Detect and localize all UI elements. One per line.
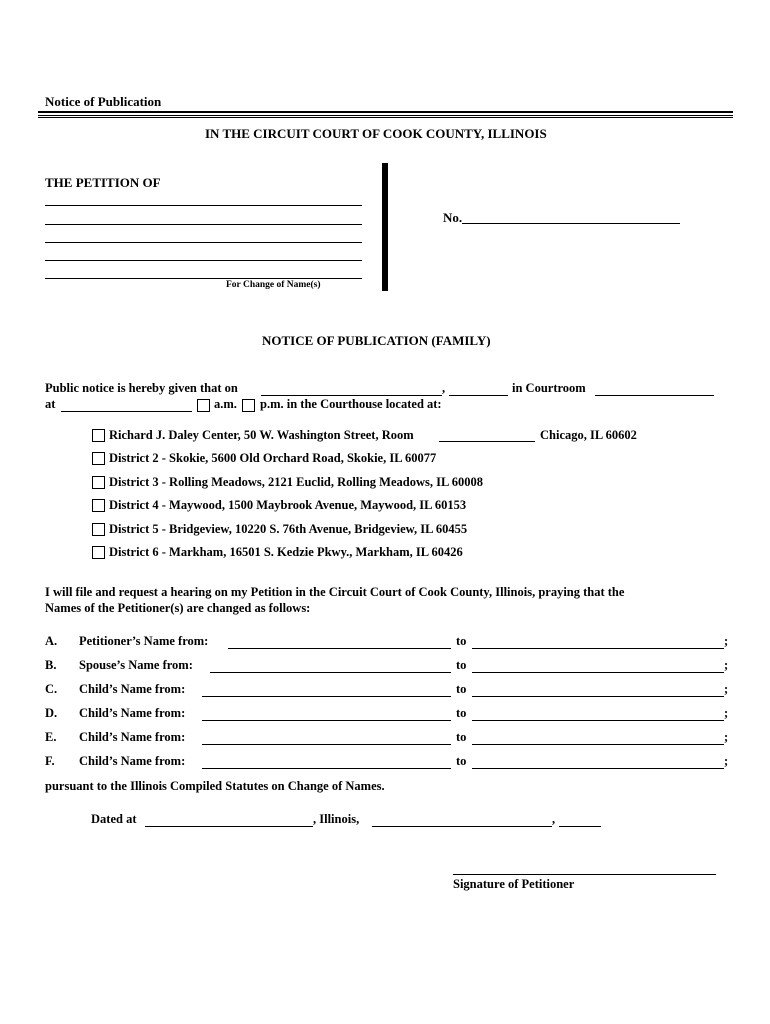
row-label: Spouse’s Name from: [79, 658, 193, 672]
row-end: ; [724, 658, 729, 672]
row-end: ; [724, 754, 729, 768]
location-district-6-label: District 6 - Markham, 16501 S. Kedzie Pkwy., Markham, IL 60426 [109, 545, 463, 559]
location-district-4-checkbox[interactable] [92, 499, 105, 512]
signature-line[interactable] [453, 874, 716, 875]
hearing-date-field[interactable] [261, 395, 442, 396]
from-name-field[interactable] [202, 744, 451, 745]
location-daley-checkbox[interactable] [92, 429, 105, 442]
location-district-2-label: District 2 - Skokie, 5600 Old Orchard Road, Skokie, IL 60077 [109, 451, 437, 465]
to-label: to [456, 754, 467, 768]
location-district-3-label: District 3 - Rolling Meadows, 2121 Euclid, Rolling Meadows, IL 60008 [109, 475, 483, 489]
row-label: Child’s Name from: [79, 706, 186, 720]
signature-label: Signature of Petitioner [453, 877, 575, 891]
header-rule-thick [38, 111, 733, 113]
row-letter: C. [45, 682, 58, 696]
statement-line-1: I will file and request a hearing on my Petition in the Circuit Court of Cook County, Illinois, praying that the [45, 585, 625, 599]
to-name-field[interactable] [472, 696, 724, 697]
row-label: Child’s Name from: [79, 682, 186, 696]
to-name-field[interactable] [472, 744, 724, 745]
row-label: Petitioner’s Name from: [79, 634, 209, 648]
hearing-time-field[interactable] [61, 411, 192, 412]
case-number-label: No. [443, 210, 463, 225]
header-rule-thin-1 [38, 115, 733, 116]
location-district-2-checkbox[interactable] [92, 452, 105, 465]
from-name-field[interactable] [210, 672, 451, 673]
am-checkbox[interactable] [197, 399, 210, 412]
pursuant-text: pursuant to the Illinois Compiled Statutes on Change of Names. [45, 779, 385, 793]
row-letter: F. [45, 754, 55, 768]
hearing-year-field[interactable] [449, 395, 508, 396]
petition-divider-bar [382, 163, 388, 291]
petitioner-name-line-5[interactable] [45, 278, 362, 279]
row-letter: E. [45, 730, 57, 744]
petitioner-name-line-1[interactable] [45, 205, 362, 206]
dated-illinois-label: , Illinois, [313, 812, 360, 826]
courtroom-label: in Courtroom [512, 381, 586, 395]
courtroom-field[interactable] [595, 395, 714, 396]
location-daley-label: Richard J. Daley Center, 50 W. Washington Street, Room [109, 428, 414, 442]
petition-heading: THE PETITION OF [45, 175, 161, 190]
for-change-label: For Change of Name(s) [226, 280, 321, 290]
pm-checkbox[interactable] [242, 399, 255, 412]
to-label: to [456, 706, 467, 720]
dated-label: Dated at [91, 812, 137, 826]
at-label: at [45, 397, 56, 411]
row-letter: D. [45, 706, 58, 720]
row-end: ; [724, 730, 729, 744]
court-title: IN THE CIRCUIT COURT OF COOK COUNTY, ILLINOIS [205, 126, 547, 141]
petitioner-name-line-3[interactable] [45, 242, 362, 243]
to-name-field[interactable] [472, 768, 724, 769]
location-district-5-label: District 5 - Bridgeview, 10220 S. 76th Avenue, Bridgeview, IL 60455 [109, 522, 468, 536]
notice-line-1-prefix: Public notice is hereby given that on [45, 381, 238, 395]
row-letter: A. [45, 634, 58, 648]
pm-label: p.m. in the Courthouse located at: [260, 397, 442, 411]
header-rule-thin-2 [38, 117, 733, 118]
dated-comma: , [552, 812, 556, 826]
to-name-field[interactable] [472, 672, 724, 673]
notice-title: NOTICE OF PUBLICATION (FAMILY) [262, 333, 491, 348]
row-letter: B. [45, 658, 57, 672]
location-district-5-checkbox[interactable] [92, 523, 105, 536]
from-name-field[interactable] [202, 696, 451, 697]
to-label: to [456, 682, 467, 696]
row-end: ; [724, 682, 729, 696]
from-name-field[interactable] [202, 768, 451, 769]
to-label: to [456, 730, 467, 744]
location-district-6-checkbox[interactable] [92, 546, 105, 559]
petitioner-name-line-4[interactable] [45, 260, 362, 261]
to-label: to [456, 634, 467, 648]
case-number-field[interactable] [462, 223, 680, 224]
row-label: Child’s Name from: [79, 730, 186, 744]
row-end: ; [724, 634, 729, 648]
dated-year-field[interactable] [559, 826, 601, 827]
to-name-field[interactable] [472, 720, 724, 721]
notice-line-1-comma: , [442, 381, 446, 395]
to-label: to [456, 658, 467, 672]
daley-room-field[interactable] [439, 441, 535, 442]
row-end: ; [724, 706, 729, 720]
dated-city-field[interactable] [145, 826, 313, 827]
to-name-field[interactable] [472, 648, 724, 649]
petitioner-name-line-2[interactable] [45, 224, 362, 225]
from-name-field[interactable] [228, 648, 451, 649]
location-district-3-checkbox[interactable] [92, 476, 105, 489]
row-label: Child’s Name from: [79, 754, 186, 768]
from-name-field[interactable] [202, 720, 451, 721]
location-district-4-label: District 4 - Maywood, 1500 Maybrook Avenue, Maywood, IL 60153 [109, 498, 467, 512]
document-label: Notice of Publication [45, 94, 162, 109]
statement-line-2: Names of the Petitioner(s) are changed as follows: [45, 601, 311, 615]
dated-date-field[interactable] [372, 826, 552, 827]
location-daley-suffix: Chicago, IL 60602 [540, 428, 637, 442]
am-label: a.m. [214, 397, 237, 411]
